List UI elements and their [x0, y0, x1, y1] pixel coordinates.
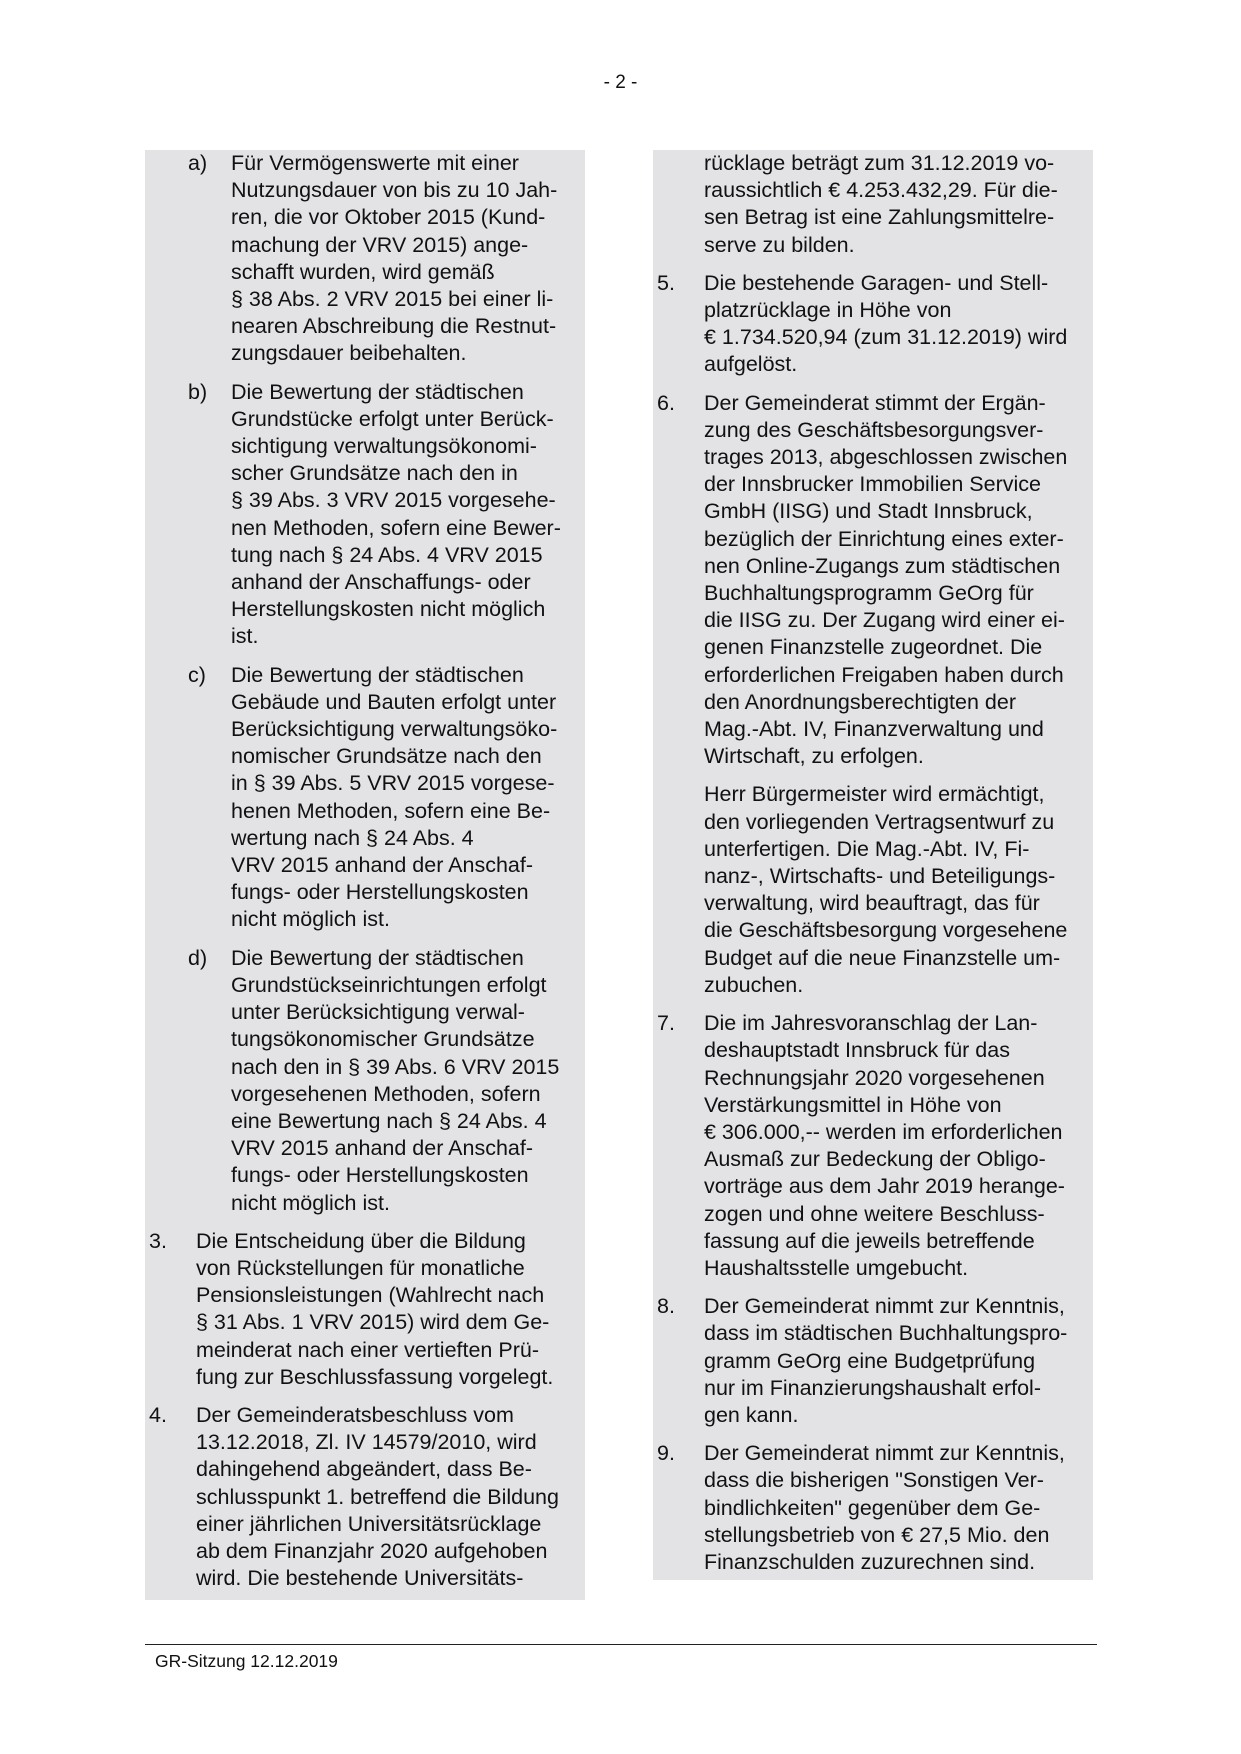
- item-text: [196, 1402, 585, 1592]
- text-line: nen Methoden, sofern eine Bewer-: [231, 515, 561, 540]
- numbered-item: [653, 270, 1093, 379]
- text-line: Budget auf die neue Finanzstelle um-: [704, 945, 1061, 970]
- text-line: meinderat nach einer vertieften Prü-: [196, 1337, 539, 1362]
- text-line: dahingehend abgeändert, dass Be-: [196, 1457, 532, 1482]
- text-line: wertung nach § 24 Abs. 4: [231, 825, 474, 850]
- text-line: rücklage beträgt zum 31.12.2019 vo-: [704, 151, 1055, 175]
- text-line: unterfertigen. Die Mag.-Abt. IV, Fi-: [704, 836, 1030, 861]
- text-line: in § 39 Abs. 5 VRV 2015 vorgese-: [231, 771, 555, 796]
- text-line: zungsdauer beibehalten.: [231, 341, 467, 366]
- numbered-item: [145, 1402, 585, 1592]
- text-line: verwaltung, wird beauftragt, das für: [704, 891, 1040, 916]
- sub-item: [145, 662, 585, 934]
- text-line: dass im städtischen Buchhaltungspro-: [704, 1321, 1068, 1346]
- text-line: genen Finanzstelle zugeordnet. Die: [704, 635, 1043, 660]
- text-line: raussichtlich € 4.253.432,29. Für die-: [704, 178, 1058, 203]
- text-line: zubuchen.: [704, 972, 804, 997]
- text-line: deshauptstadt Innsbruck für das: [704, 1038, 1010, 1063]
- paragraph: [653, 781, 1093, 999]
- text-line: GmbH (IISG) und Stadt Innsbruck,: [704, 499, 1033, 524]
- text-line: nomischer Grundsätze nach den: [231, 744, 542, 769]
- text-line: fungs- oder Herstellungskosten: [231, 1163, 529, 1188]
- text-line: Für Vermögenswerte mit einer: [231, 151, 519, 175]
- text-line: gen kann.: [704, 1402, 799, 1427]
- item-label: 5.: [657, 270, 675, 295]
- text-line: Die Entscheidung über die Bildung: [196, 1228, 526, 1253]
- page-number: - 2 -: [603, 72, 638, 93]
- text-line: erforderlichen Freigaben haben durch: [704, 662, 1064, 687]
- item-text: [231, 379, 585, 651]
- sub-item: [145, 150, 585, 368]
- text-line: € 306.000,-- werden im erforderlichen: [704, 1119, 1063, 1144]
- text-line: einer jährlichen Universitätsrücklage: [196, 1511, 542, 1536]
- text-line: scher Grundsätze nach den in: [231, 461, 518, 486]
- text-line: Der Gemeinderat stimmt der Ergän-: [704, 390, 1046, 415]
- text-line: Die im Jahresvoranschlag der Lan-: [704, 1011, 1038, 1036]
- text-line: schafft wurden, wird gemäß: [231, 259, 495, 284]
- sub-item: [145, 379, 585, 651]
- text-line: Der Gemeinderatsbeschluss vom: [196, 1402, 514, 1427]
- text-line: Mag.-Abt. IV, Finanzverwaltung und: [704, 717, 1044, 742]
- item-text: [704, 781, 1093, 999]
- text-line: VRV 2015 anhand der Anschaf-: [231, 1136, 534, 1161]
- item-label: d): [188, 945, 208, 970]
- text-line: Die bestehende Garagen- und Stell-: [704, 270, 1049, 295]
- text-line: nearen Abschreibung die Restnut-: [231, 314, 557, 339]
- text-line: Die Bewertung der städtischen: [231, 662, 524, 687]
- text-line: Rechnungsjahr 2020 vorgesehenen: [704, 1065, 1045, 1090]
- text-line: der Innsbrucker Immobilien Service: [704, 472, 1041, 497]
- text-line: machung der VRV 2015) ange-: [231, 232, 529, 257]
- footer-divider: [145, 1644, 1097, 1645]
- text-line: € 1.734.520,94 (zum 31.12.2019) wird: [704, 325, 1068, 350]
- text-line: vorgesehenen Methoden, sofern: [231, 1081, 541, 1106]
- item-label: a): [188, 151, 208, 175]
- text-line: Berücksichtigung verwaltungsöko-: [231, 717, 558, 742]
- text-line: zung des Geschäftsbesorgungsver-: [704, 417, 1044, 442]
- text-line: VRV 2015 anhand der Anschaf-: [231, 853, 534, 878]
- text-line: aufgelöst.: [704, 352, 798, 377]
- text-line: § 39 Abs. 3 VRV 2015 vorgesehe-: [231, 488, 556, 513]
- text-line: anhand der Anschaffungs- oder: [231, 570, 531, 595]
- item-text: [231, 662, 585, 934]
- text-line: dass die bisherigen "Sonstigen Ver-: [704, 1468, 1044, 1493]
- text-line: Grundstücke erfolgt unter Berück-: [231, 406, 554, 431]
- text-line: bezüglich der Einrichtung eines exter-: [704, 526, 1064, 551]
- text-line: den vorliegenden Vertragsentwurf zu: [704, 809, 1055, 834]
- item-text: [704, 1293, 1093, 1429]
- text-line: nicht möglich ist.: [231, 907, 390, 932]
- paragraph: [653, 150, 1093, 259]
- numbered-item: [653, 1293, 1093, 1429]
- footer-text: GR-Sitzung 12.12.2019: [155, 1651, 338, 1671]
- text-line: fassung auf die jeweils betreffende: [704, 1228, 1035, 1253]
- text-line: ren, die vor Oktober 2015 (Kund-: [231, 205, 546, 230]
- text-line: schlusspunkt 1. betreffend die Bildung: [196, 1484, 559, 1509]
- text-line: Herstellungskosten nicht möglich: [231, 597, 546, 622]
- text-line: trages 2013, abgeschlossen zwischen: [704, 445, 1068, 470]
- item-label: 7.: [657, 1011, 675, 1036]
- text-line: die IISG zu. Der Zugang wird einer ei-: [704, 608, 1065, 633]
- text-line: nicht möglich ist.: [231, 1190, 390, 1215]
- text-line: fungs- oder Herstellungskosten: [231, 880, 529, 905]
- item-label: c): [188, 662, 206, 687]
- text-line: ist.: [231, 624, 259, 649]
- numbered-item: [145, 1228, 585, 1391]
- text-line: tung nach § 24 Abs. 4 VRV 2015: [231, 542, 543, 567]
- text-line: von Rückstellungen für monatliche: [196, 1255, 525, 1280]
- text-line: Buchhaltungsprogramm GeOrg für: [704, 581, 1034, 606]
- left-column: [145, 150, 585, 1600]
- text-line: ab dem Finanzjahr 2020 aufgehoben: [196, 1538, 548, 1563]
- text-line: nen Online-Zugangs zum städtischen: [704, 553, 1061, 578]
- text-line: Haushaltsstelle umgebucht.: [704, 1255, 969, 1280]
- text-line: fung zur Beschlussfassung vorgelegt.: [196, 1364, 554, 1389]
- text-line: nur im Finanzierungshaushalt erfol-: [704, 1375, 1041, 1400]
- text-line: unter Berücksichtigung verwal-: [231, 1000, 525, 1025]
- item-label: 6.: [657, 390, 675, 415]
- text-line: wird. Die bestehende Universitäts-: [196, 1566, 524, 1591]
- item-label: 8.: [657, 1294, 675, 1319]
- text-line: nach den in § 39 Abs. 6 VRV 2015: [231, 1054, 560, 1079]
- text-line: henen Methoden, sofern eine Be-: [231, 798, 551, 823]
- text-line: Wirtschaft, zu erfolgen.: [704, 744, 924, 769]
- text-line: Nutzungsdauer von bis zu 10 Jah-: [231, 178, 558, 203]
- item-label: 3.: [149, 1228, 167, 1253]
- text-line: gramm GeOrg eine Budgetprüfung: [704, 1348, 1036, 1373]
- text-line: stellungsbetrieb von € 27,5 Mio. den: [704, 1522, 1050, 1547]
- item-text: [704, 390, 1093, 771]
- text-line: nanz-, Wirtschafts- und Beteiligungs-: [704, 864, 1056, 889]
- text-line: Ausmaß zur Bedeckung der Obligo-: [704, 1147, 1046, 1172]
- item-text: [704, 1010, 1093, 1282]
- item-text: [196, 1228, 585, 1391]
- text-line: Die Bewertung der städtischen: [231, 379, 524, 404]
- text-line: platzrücklage in Höhe von: [704, 298, 952, 323]
- text-line: Der Gemeinderat nimmt zur Kenntnis,: [704, 1441, 1065, 1466]
- text-line: Pensionsleistungen (Wahlrecht nach: [196, 1283, 545, 1308]
- text-line: vorträge aus dem Jahr 2019 herange-: [704, 1174, 1065, 1199]
- item-label: b): [188, 379, 208, 404]
- text-line: § 31 Abs. 1 VRV 2015) wird dem Ge-: [196, 1310, 550, 1335]
- text-line: 13.12.2018, Zl. IV 14579/2010, wird: [196, 1430, 537, 1455]
- text-line: den Anordnungsberechtigten der: [704, 689, 1016, 714]
- text-line: Herr Bürgermeister wird ermächtigt,: [704, 782, 1045, 807]
- text-line: sichtigung verwaltungsökonomi-: [231, 434, 537, 459]
- item-text: [704, 150, 1093, 259]
- text-line: § 38 Abs. 2 VRV 2015 bei einer li-: [231, 287, 554, 312]
- text-line: Verstärkungsmittel in Höhe von: [704, 1092, 1002, 1117]
- text-line: Gebäude und Bauten erfolgt unter: [231, 689, 557, 714]
- text-line: Der Gemeinderat nimmt zur Kenntnis,: [704, 1294, 1065, 1319]
- item-label: 4.: [149, 1402, 167, 1427]
- numbered-item: [653, 1440, 1093, 1576]
- item-text: [704, 1440, 1093, 1576]
- text-line: Die Bewertung der städtischen: [231, 945, 524, 970]
- text-line: eine Bewertung nach § 24 Abs. 4: [231, 1108, 547, 1133]
- right-column: [653, 150, 1093, 1580]
- text-line: bindlichkeiten" gegenüber dem Ge-: [704, 1495, 1041, 1520]
- item-text: [704, 270, 1093, 379]
- text-line: Grundstückseinrichtungen erfolgt: [231, 972, 547, 997]
- sub-item: [145, 945, 585, 1217]
- text-line: Finanzschulden zuzurechnen sind.: [704, 1549, 1036, 1574]
- text-line: zogen und ohne weitere Beschluss-: [704, 1201, 1045, 1226]
- text-line: tungsökonomischer Grundsätze: [231, 1027, 535, 1052]
- numbered-item: [653, 1010, 1093, 1282]
- numbered-item: [653, 390, 1093, 771]
- text-line: sen Betrag ist eine Zahlungsmittelre-: [704, 205, 1055, 230]
- item-text: [231, 945, 585, 1217]
- item-text: [231, 150, 585, 368]
- item-label: 9.: [657, 1441, 675, 1466]
- text-line: die Geschäftsbesorgung vorgesehene: [704, 918, 1068, 943]
- text-line: serve zu bilden.: [704, 232, 855, 257]
